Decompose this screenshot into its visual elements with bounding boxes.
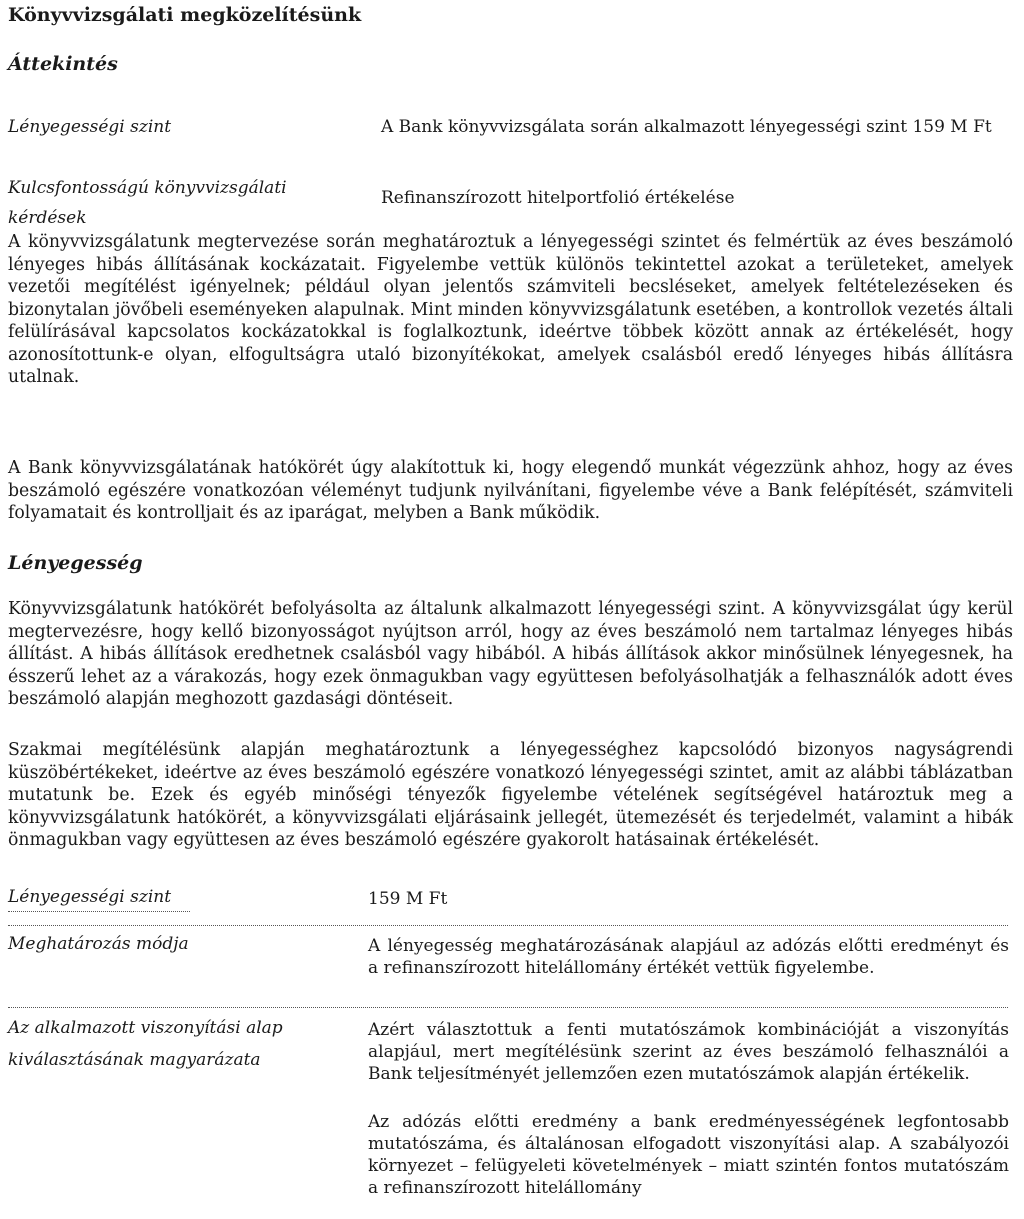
materiality-heading: Lényegesség — [8, 552, 143, 574]
table-value-materiality: 159 M Ft — [368, 889, 448, 909]
overview-label-key-matters: Kulcsfontosságú könyvvizsgálati kérdések — [8, 178, 287, 228]
table-divider — [8, 1007, 1008, 1008]
overview-label-materiality: Lényegességi szint — [8, 117, 172, 137]
table-value-benchmark-continued: Az adózás előtti eredmény a bank eredményességének legfontosabb mutatószáma, és általánosan elfogadott viszonyítási alap. A szabályozói környezet – felügyeleti követelmények – miatt szintén fontos mutatószám a refinanszírozott hitelállomány — [368, 1112, 1009, 1198]
table-label-method: Meghatározás módja — [8, 934, 189, 954]
overview-value-materiality: A Bank könyvvizsgálata során alkalmazott lényegességi szint 159 M Ft — [381, 117, 992, 137]
table-label-benchmark: Az alkalmazott viszonyítási alap kiválasztásának magyarázata — [8, 1018, 283, 1070]
page-title: Könyvvizsgálati megközelítésünk — [8, 4, 362, 26]
paragraph-materiality-1: Könyvvizsgálatunk hatókörét befolyásolta az általunk alkalmazott lényegességi szint. A könyvvizsgálat úgy kerül megtervezésre, hogy kellő bizonyosságot nyújtson arról, hogy az éves beszámoló nem tartalmaz lényeges hibás állítást. A hibás állítások eredhetnek csalásból vagy hibából. A hibás állítások akkor minősülnek lényegesnek, ha ésszerű lehet az a várakozás, hogy ezek önmagukban vagy együttesen befolyásolhatják a felhasználók adott éves beszámoló alapján meghozott gazdasági döntéseit. — [8, 599, 1013, 709]
table-label-materiality: Lényegességi szint — [8, 887, 172, 907]
table-value-method: A lényegesség meghatározásának alapjául az adózás előtti eredményt és a refinanszírozott hitelállomány értékét vettük figyelembe. — [368, 936, 1009, 978]
paragraph-planning: A könyvvizsgálatunk megtervezése során meghatároztuk a lényegességi szintet és felmértük az éves beszámoló lényeges hibás állításának kockázatait. Figyelembe vettük különös tekintettel azokat a területeket, amelyek vezetői megítélést igényelnek; például olyan jelentős számviteli becsléseket, amelyek feltételezéseken és bizonytalan jövőbeli eseményeken alapulnak. Mint minden könyvvizsgálatunk esetében, a kontrollok vezetés általi felülírásával kapcsolatos kockázatokkal is foglalkoztunk, ideértve többek között annak az értékelését, hogy azonosítottunk-e olyan, elfogultságra utaló bizonyítékokat, amelyek csalásból eredő lényeges hibás állításra utalnak. — [8, 232, 1013, 387]
paragraph-materiality-2: Szakmai megítélésünk alapján meghatároztunk a lényegességhez kapcsolódó bizonyos nagyságrendi küszöbértékeket, ideértve az éves beszámoló egészére vonatkozó lényegességi szintet, amit az alábbi táblázatban mutatunk be. Ezek és egyéb minőségi tényezők figyelembe vételének segítségével határoztuk meg a könyvvizsgálatunk hatókörét, a könyvvizsgálati eljárásaink jellegét, ütemezését és terjedelmét, valamint a hibák önmagukban vagy együttesen az éves beszámoló egészére gyakorolt hatásainak értékelését. — [8, 740, 1013, 850]
overview-value-key-matters: Refinanszírozott hitelportfolió értékelése — [381, 188, 735, 208]
table-divider — [8, 911, 190, 912]
overview-heading: Áttekintés — [8, 53, 118, 75]
table-value-benchmark: Azért választottuk a fenti mutatószámok kombinációját a viszonyítás alapjául, mert megítélésünk szerint az éves beszámoló felhasználói a Bank teljesítményét jellemzően ezen mutatószámok alapján értékelik. — [368, 1020, 1009, 1084]
paragraph-scope: A Bank könyvvizsgálatának hatókörét úgy alakítottuk ki, hogy elegendő munkát végezzünk ahhoz, hogy az éves beszámoló egészére vonatkozóan véleményt tudjunk nyilvánítani, figyelembe véve a Bank felépítését, számviteli folyamatait és kontrolljait és az iparágat, melyben a Bank működik. — [8, 458, 1013, 523]
table-divider — [8, 925, 1008, 926]
